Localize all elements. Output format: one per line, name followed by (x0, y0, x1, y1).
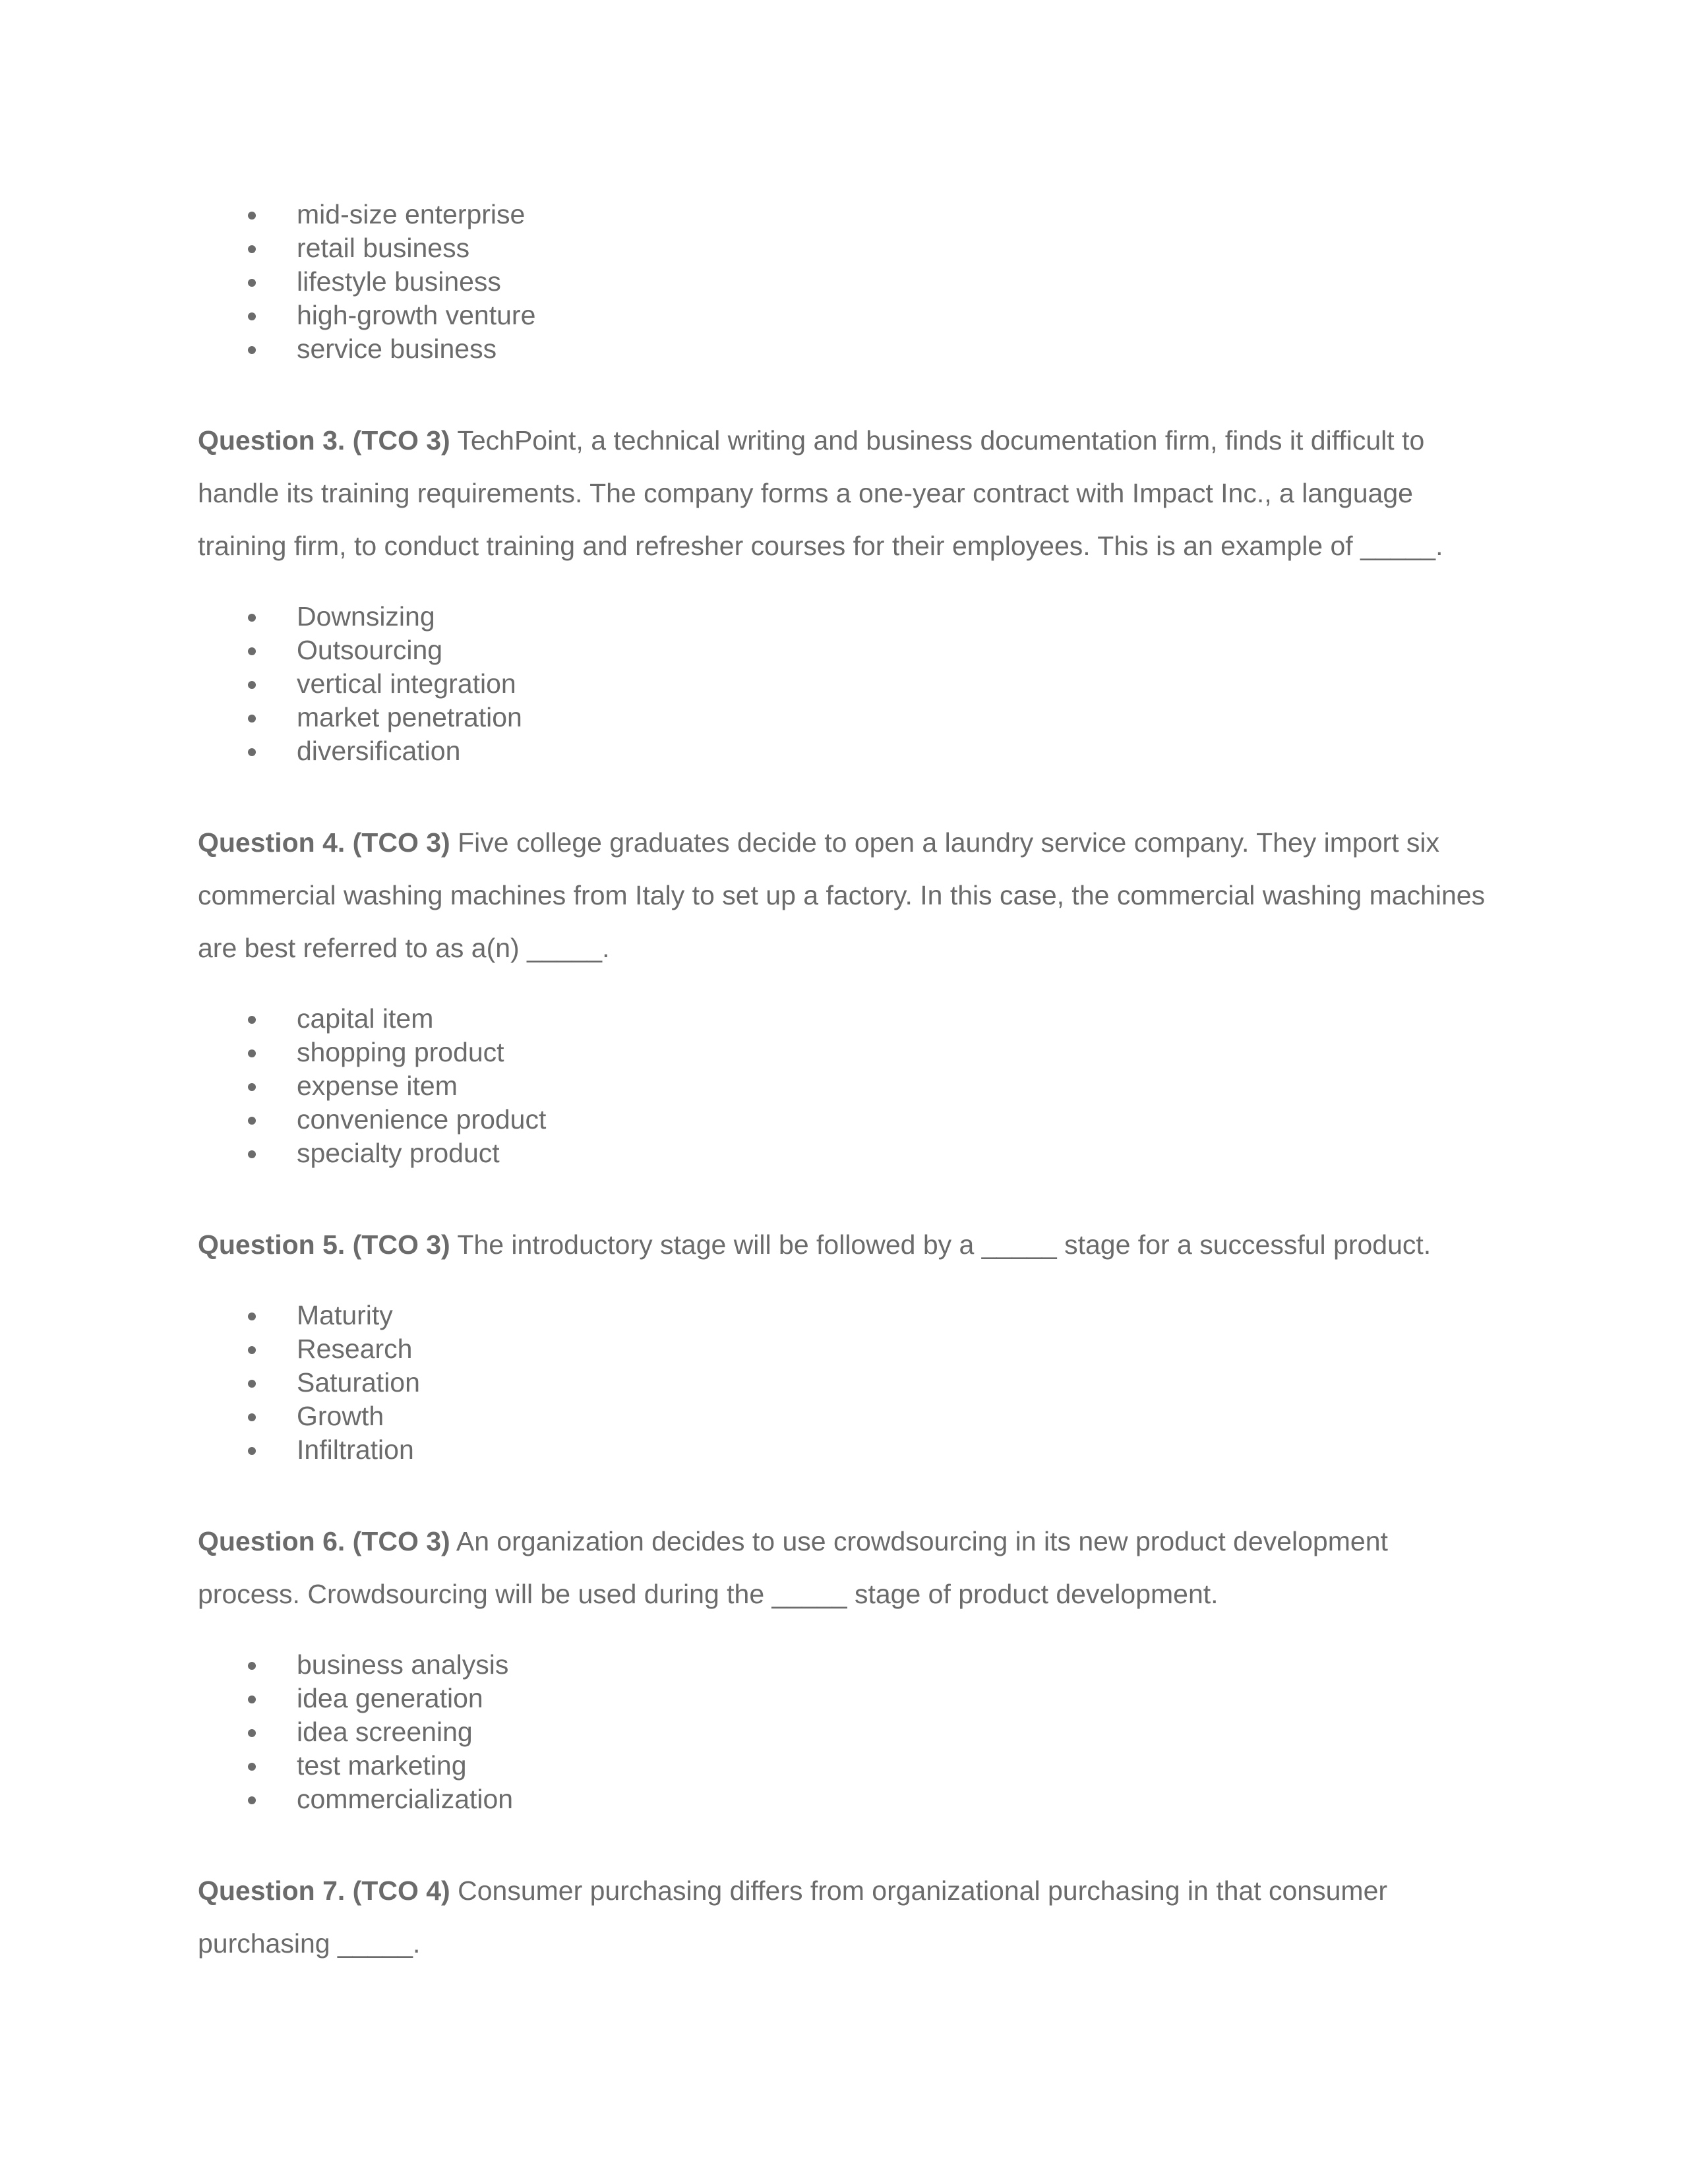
question-text: An organization decides to use crowdsourcing in its new product development process. Crowdsourcing will be used during the _____ stage of product development. (198, 1526, 1388, 1609)
answer-option (244, 198, 535, 231)
question-7 (198, 1864, 1490, 1970)
answer-option (244, 1648, 513, 1682)
bullet-icon (248, 1150, 256, 1158)
option-label: retail business (297, 233, 470, 263)
answer-option (244, 1749, 513, 1783)
option-label: vertical integration (297, 668, 516, 699)
option-label: mid-size enterprise (297, 199, 526, 229)
answer-option (244, 332, 535, 366)
answer-options-list (244, 1002, 546, 1170)
option-label: idea generation (297, 1683, 483, 1713)
bullet-icon (248, 1796, 256, 1804)
bullet-icon (248, 681, 256, 689)
answer-option (244, 299, 535, 332)
option-label: diversification (297, 736, 461, 766)
bullet-icon (248, 1696, 256, 1703)
question-4 (198, 816, 1490, 974)
bullet-icon (248, 1380, 256, 1388)
option-label: Downsizing (297, 601, 435, 632)
option-label: high-growth venture (297, 300, 536, 330)
bullet-icon (248, 312, 256, 320)
bullet-icon (248, 1763, 256, 1771)
question-3 (198, 414, 1490, 572)
bullet-icon (248, 748, 256, 756)
answer-option (244, 1069, 546, 1103)
option-label: idea screening (297, 1717, 473, 1747)
answer-options-list (244, 600, 522, 768)
option-label: Growth (297, 1401, 384, 1431)
bullet-icon (248, 245, 256, 253)
option-label: convenience product (297, 1104, 547, 1135)
answer-option (244, 667, 522, 701)
bullet-icon (248, 1413, 256, 1421)
answer-option (244, 265, 535, 299)
option-label: Saturation (297, 1367, 420, 1398)
option-label: Research (297, 1334, 413, 1364)
option-label: service business (297, 334, 497, 364)
answer-option (244, 1433, 420, 1467)
question-text: The introductory stage will be followed by a _____ stage for a successful product. (457, 1229, 1432, 1260)
option-label: capital item (297, 1003, 434, 1034)
bullet-icon (248, 715, 256, 723)
answer-option (244, 1136, 546, 1170)
answer-option (244, 1002, 546, 1036)
answer-option (244, 701, 522, 734)
option-label: market penetration (297, 702, 522, 732)
answer-option (244, 734, 522, 768)
question-text: Consumer purchasing differs from organizational purchasing in that consumer purchasing _____. (198, 1875, 1388, 1959)
bullet-icon (248, 1729, 256, 1737)
question-text: Five college graduates decide to open a laundry service company. They import six commercial washing machines from Italy to set up a factory. In this case, the commercial washing machines are best referred to as a(n) _____. (198, 827, 1486, 963)
bullet-icon (248, 1346, 256, 1354)
bullet-icon (248, 1662, 256, 1670)
question-heading: Question 6. (TCO 3) (198, 1526, 450, 1556)
bullet-icon (248, 1313, 256, 1320)
bullet-icon (248, 614, 256, 622)
option-label: Maturity (297, 1300, 393, 1330)
option-label: Outsourcing (297, 635, 443, 665)
answer-option (244, 600, 522, 634)
answer-option (244, 634, 522, 667)
question-heading: Question 7. (TCO 4) (198, 1875, 450, 1906)
question-text: TechPoint, a technical writing and business documentation firm, finds it difficult to handle its training requirements. The company forms a one-year contract with Impact Inc., a language training firm, to conduct training and refresher courses for their employees. This is an example of _____. (198, 425, 1443, 561)
answer-options-list (244, 198, 535, 366)
bullet-icon (248, 279, 256, 287)
option-label: business analysis (297, 1649, 509, 1680)
answer-option (244, 1036, 546, 1069)
question-heading: Question 5. (TCO 3) (198, 1229, 450, 1260)
answer-option (244, 1715, 513, 1749)
bullet-icon (248, 212, 256, 220)
answer-option (244, 1299, 420, 1332)
answer-options-list (244, 1648, 513, 1816)
bullet-icon (248, 1083, 256, 1091)
question-heading: Question 3. (TCO 3) (198, 425, 450, 456)
bullet-icon (248, 1016, 256, 1024)
option-label: commercialization (297, 1784, 514, 1814)
question-heading: Question 4. (TCO 3) (198, 827, 450, 858)
question-5 (198, 1218, 1490, 1271)
bullet-icon (248, 346, 256, 354)
bullet-icon (248, 1117, 256, 1125)
answer-option (244, 1103, 546, 1136)
answer-options-list (244, 1299, 420, 1467)
option-label: Infiltration (297, 1434, 414, 1465)
option-label: lifestyle business (297, 266, 501, 297)
answer-option (244, 1366, 420, 1400)
answer-option (244, 1682, 513, 1715)
option-label: test marketing (297, 1750, 467, 1781)
answer-option (244, 231, 535, 265)
bullet-icon (248, 647, 256, 655)
option-label: shopping product (297, 1037, 504, 1067)
bullet-icon (248, 1447, 256, 1455)
bullet-icon (248, 1049, 256, 1057)
question-6 (198, 1515, 1490, 1620)
option-label: expense item (297, 1071, 458, 1101)
answer-option (244, 1400, 420, 1433)
answer-option (244, 1783, 513, 1816)
option-label: specialty product (297, 1138, 500, 1168)
answer-option (244, 1332, 420, 1366)
